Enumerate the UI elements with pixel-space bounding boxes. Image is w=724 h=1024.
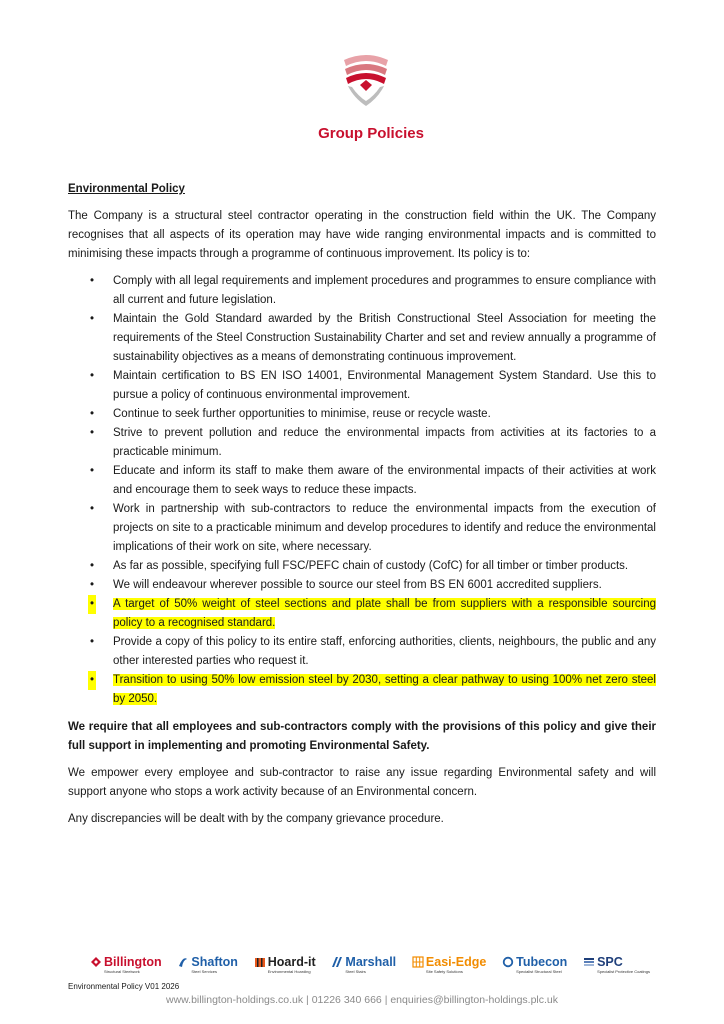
list-item: • Continue to seek further opportunities to minimise, reuse or recycle waste. bbox=[90, 408, 491, 420]
company-shield-logo bbox=[340, 52, 392, 108]
list-item: • Work in partnership with sub-contractors to reduce the environmental impacts from the execution of projects on site to a practicable minimum and develop procedures to identify and reduce the environmental implications of their work on site, where necessary. bbox=[90, 503, 656, 553]
brand-tagline: Structural Steelwork bbox=[104, 969, 140, 974]
brand-tagline: Environmental Hoarding bbox=[267, 969, 311, 974]
brand-name: Hoard-it bbox=[267, 955, 316, 969]
group-brands-strip bbox=[90, 955, 650, 979]
brand-hoard-it bbox=[254, 955, 316, 974]
ring-icon bbox=[502, 956, 514, 968]
brand-name: SPC bbox=[597, 955, 623, 969]
list-item: • Comply with all legal requirements and implement procedures and programmes to ensure compliance with all current and future legislation. bbox=[90, 275, 656, 306]
policy-bullet-list bbox=[68, 272, 656, 709]
brand-marshall bbox=[331, 955, 396, 974]
hoarding-icon bbox=[254, 956, 266, 968]
highlighted-list-item: • A target of 50% weight of steel sections and plate shall be from suppliers with a responsible sourcing policy to a recognised standard. bbox=[68, 595, 656, 633]
brand-tagline: Specialist Structural Steel bbox=[516, 969, 562, 974]
stripes-icon bbox=[331, 956, 343, 968]
list-item: • Strive to prevent pollution and reduce the environmental impacts from activities at its factories to a practicable minimum. bbox=[90, 427, 656, 458]
bars-icon bbox=[583, 956, 595, 968]
brand-name: Shafton bbox=[191, 955, 238, 969]
diamond-icon bbox=[90, 956, 102, 968]
contact-footer: www.billington-holdings.co.uk | 01226 340 666 | enquiries@billington-holdings.plc.uk bbox=[165, 994, 559, 1006]
list-item: • As far as possible, specifying full FSC/PEFC chain of custody (CofC) for all timber or timber products. bbox=[90, 560, 629, 572]
brand-tagline: Site Safety Solutions bbox=[425, 969, 463, 974]
empower-paragraph: We empower every employee and sub-contractor to raise any issue regarding Environmental safety and will support anyone who stops a work activity because of an Environmental concern. bbox=[68, 767, 656, 798]
policy-heading: Environmental Policy bbox=[68, 183, 185, 195]
list-item: • Maintain certification to BS EN ISO 14001, Environmental Management System Standard. Use this to pursue a policy of continuous environmental improvement. bbox=[90, 370, 656, 401]
brand-easi-edge bbox=[412, 955, 486, 974]
brand-tagline: Specialist Protective Coatings bbox=[597, 969, 650, 974]
brand-name: Easi-Edge bbox=[425, 955, 487, 969]
brand-tubecon bbox=[502, 955, 567, 974]
list-item: • We will endeavour wherever possible to source our steel from BS EN 6001 accredited suppliers. bbox=[90, 579, 602, 591]
compliance-statement: We require that all employees and sub-contractors comply with the provisions of this policy and give their full support in implementing and promoting Environmental Safety. bbox=[68, 721, 656, 752]
brand-tagline: Steel Stairs bbox=[345, 969, 366, 974]
page-title: Group Policies bbox=[318, 125, 424, 142]
grid-icon bbox=[412, 956, 424, 968]
brand-spc bbox=[583, 955, 650, 974]
policy-content bbox=[68, 180, 656, 837]
discrepancies-paragraph: Any discrepancies will be dealt with by the company grievance procedure. bbox=[68, 813, 444, 825]
brand-name: Marshall bbox=[345, 955, 397, 969]
list-item: • Educate and inform its staff to make them aware of the environmental impacts of their activities at work and encourage them to seek ways to reduce these impacts. bbox=[90, 465, 656, 496]
brand-name: Billington bbox=[104, 955, 162, 969]
brand-billington bbox=[90, 955, 162, 974]
list-item: • Provide a copy of this policy to its entire staff, enforcing authorities, clients, neighbours, the public and any other interested parties who request it. bbox=[90, 636, 656, 667]
swirl-icon bbox=[177, 956, 189, 968]
intro-paragraph: The Company is a structural steel contractor operating in the construction field within the UK. The Company recognises that all aspects of its operation may have wide ranging environmental impacts and is committed to minimising these impacts through a programme of continuous improvement. Its policy is to: bbox=[68, 210, 656, 260]
brand-shafton bbox=[177, 955, 238, 974]
brand-tagline: Steel Services bbox=[191, 969, 217, 974]
brand-name: Tubecon bbox=[516, 955, 568, 969]
list-item: • Maintain the Gold Standard awarded by the British Constructional Steel Association for meeting the requirements of the Steel Construction Sustainability Charter and set and review annually a programme of sustainability objectives as a means of demonstrating continuous improvement. bbox=[90, 313, 656, 363]
highlighted-list-item: • Transition to using 50% low emission steel by 2030, setting a clear pathway to using 100% net zero steel by 2050. bbox=[68, 671, 656, 709]
document-version: Environmental Policy V01 2026 bbox=[68, 982, 180, 991]
